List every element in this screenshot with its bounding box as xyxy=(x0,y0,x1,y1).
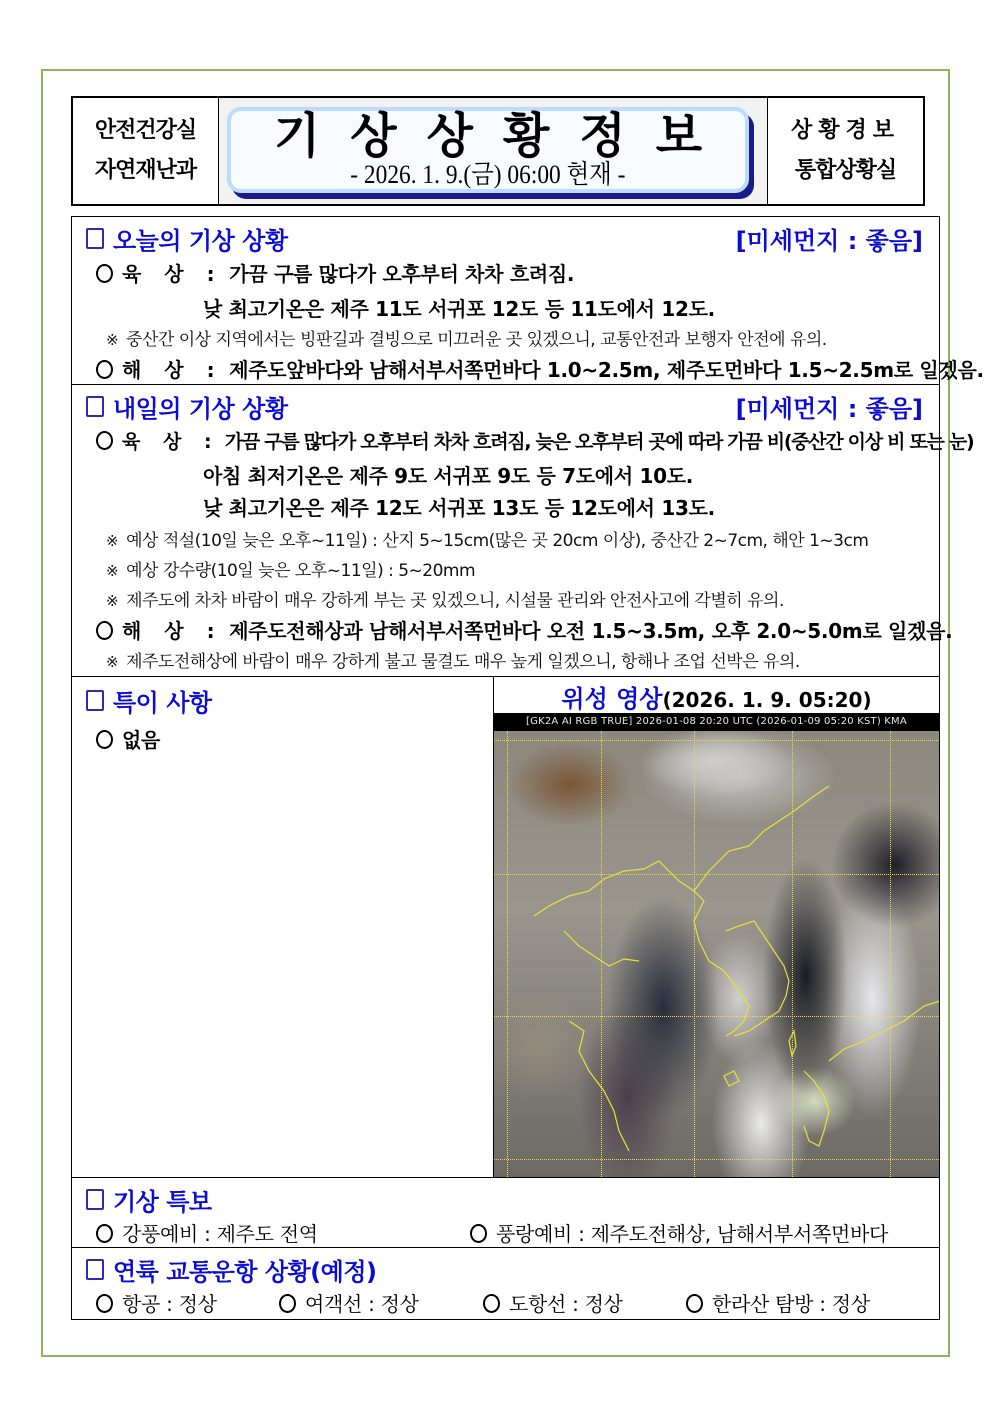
section-heading-warnings xyxy=(86,1182,212,1217)
fine-dust-status: [미세먼지 : 좋음] xyxy=(735,395,923,423)
tomorrow-sea-line xyxy=(96,615,952,644)
note-mark-icon: ※ xyxy=(106,592,119,610)
land-forecast: 가끔 구름 많다가 오후부터 차차 흐려짐. xyxy=(229,262,575,286)
note-mark-icon: ※ xyxy=(106,562,119,580)
transport-status: 항공 : 정상 xyxy=(122,1292,217,1316)
note-mark-icon: ※ xyxy=(106,532,119,550)
tomorrow-land-line3: 낮 최고기온은 제주 12도 서귀포 13도 등 12도에서 13도. xyxy=(203,496,715,520)
special-item-text: 없음 xyxy=(122,728,161,752)
satellite-cell xyxy=(493,677,939,1177)
situation-room-line2: 통합상황실 xyxy=(794,158,897,183)
section-special-and-satellite xyxy=(72,677,939,1178)
warning-item xyxy=(96,1218,318,1247)
circle-bullet-icon xyxy=(279,1294,296,1313)
tomorrow-note-rainfall xyxy=(106,556,475,581)
transport-item-hallasan xyxy=(686,1288,870,1317)
report-datetime: - 2026. 1. 9.(금) 06:00 현재 - xyxy=(350,160,626,189)
sea-forecast: 제주도전해상과 남해서부서쪽먼바다 오전 1.5~3.5m, 오후 2.0~5.0m로 일겠음. xyxy=(229,619,953,643)
circle-bullet-icon xyxy=(470,1224,487,1243)
sea-label: 해 상 : xyxy=(122,358,223,382)
square-checkbox-icon xyxy=(86,228,104,249)
circle-bullet-icon xyxy=(96,360,113,379)
section-transport xyxy=(72,1248,939,1321)
heading-text: 내일의 기상 상황 xyxy=(113,395,288,423)
transport-status: 도항선 : 정상 xyxy=(509,1292,623,1316)
square-checkbox-icon xyxy=(86,690,104,711)
department-name: 안전건강실 xyxy=(94,118,197,143)
satellite-image xyxy=(494,731,939,1177)
warning-text: 강풍예비 : 제주도 전역 xyxy=(122,1222,318,1246)
today-land-line2: 낮 최고기온은 제주 11도 서귀포 12도 등 11도에서 12도. xyxy=(203,297,715,321)
transport-item-ferry xyxy=(279,1288,419,1317)
heading-text: 기상 특보 xyxy=(113,1188,212,1216)
square-checkbox-icon xyxy=(86,1189,104,1210)
circle-bullet-icon xyxy=(96,264,113,283)
note-text: 제주도전해상에 바람이 매우 강하게 불고 물결도 매우 높게 일겠으니, 항해나 조업 선박은 유의. xyxy=(126,652,800,672)
tomorrow-note-snowfall xyxy=(106,526,868,551)
warning-item xyxy=(470,1218,888,1247)
document-header xyxy=(71,96,925,206)
situation-room-line1: 상황경보 xyxy=(790,118,900,143)
weather-report-table xyxy=(71,216,984,1320)
section-heading-transport xyxy=(86,1252,377,1287)
square-checkbox-icon xyxy=(86,1259,104,1280)
circle-bullet-icon xyxy=(96,730,113,749)
heading-text: 연륙 교통운항 상황(예정) xyxy=(113,1258,377,1286)
section-heading-tomorrow xyxy=(86,389,288,424)
title-box xyxy=(227,107,749,193)
note-text: 제주도에 차차 바람이 매우 강하게 부는 곳 있겠으니, 시설물 관리와 안전사고에 각별히 유의. xyxy=(126,591,784,611)
square-checkbox-icon xyxy=(86,396,104,417)
special-item xyxy=(96,724,160,753)
satellite-title-time: (2026. 1. 9. 05:20) xyxy=(662,688,872,712)
note-mark-icon: ※ xyxy=(106,653,119,671)
land-forecast: 가끔 구름 많다가 오후부터 차차 흐려짐, 늦은 오후부터 곳에 따라 가끔 비(중산간 이상 비 또는 눈) xyxy=(224,431,974,453)
section-heading-special xyxy=(86,683,212,718)
sea-forecast: 제주도앞바다와 남해서부서쪽먼바다 1.0~2.5m, 제주도먼바다 1.5~2.5m로 일겠음. xyxy=(229,358,984,382)
note-mark-icon: ※ xyxy=(106,331,119,349)
circle-bullet-icon xyxy=(483,1294,500,1313)
transport-status: 한라산 탐방 : 정상 xyxy=(712,1292,870,1316)
note-text: 중산간 이상 지역에서는 빙판길과 결빙으로 미끄러운 곳 있겠으니, 교통안전과 보행자 안전에 유의. xyxy=(126,330,827,350)
land-label: 육 상 : xyxy=(122,262,223,286)
circle-bullet-icon xyxy=(96,431,113,450)
tomorrow-land-line1 xyxy=(96,427,973,454)
issuing-department xyxy=(73,98,219,204)
circle-bullet-icon xyxy=(96,621,113,640)
transport-item-air xyxy=(96,1288,217,1317)
section-warnings xyxy=(72,1178,939,1248)
satellite-title xyxy=(494,679,939,714)
fine-dust-status: [미세먼지 : 좋음] xyxy=(735,227,923,255)
today-sea-line xyxy=(96,354,984,383)
division-name: 자연재난과 xyxy=(94,158,197,183)
today-land-line1 xyxy=(96,258,574,287)
section-tomorrow xyxy=(72,385,974,677)
transport-status: 여객선 : 정상 xyxy=(305,1292,419,1316)
today-note xyxy=(106,325,827,350)
circle-bullet-icon xyxy=(686,1294,703,1313)
note-text: 예상 강수량(10일 늦은 오후~11일) : 5~20mm xyxy=(126,561,476,581)
title-cell xyxy=(219,98,767,204)
warning-text: 풍랑예비 : 제주도전해상, 남해서부서쪽먼바다 xyxy=(496,1222,889,1246)
section-heading-today xyxy=(86,221,288,256)
note-text: 예상 적설(10일 늦은 오후~11일) : 산지 5~15cm(많은 곳 20cm 이상), 중산간 2~7cm, 해안 1~3cm xyxy=(126,531,869,551)
coastline-overlay xyxy=(494,731,939,1177)
tomorrow-note-sea xyxy=(106,647,800,672)
heading-text: 오늘의 기상 상황 xyxy=(113,227,288,255)
circle-bullet-icon xyxy=(96,1224,113,1243)
heading-text: 특이 사항 xyxy=(113,689,212,717)
tomorrow-land-line2: 아침 최저기온은 제주 9도 서귀포 9도 등 7도에서 10도. xyxy=(203,464,694,488)
transport-item-island-ferry xyxy=(483,1288,623,1317)
situation-room xyxy=(767,98,923,204)
document-title: 기상상황정보 xyxy=(273,108,733,164)
section-today xyxy=(72,217,984,385)
tomorrow-note-wind xyxy=(106,586,784,611)
sea-label: 해 상 : xyxy=(122,619,223,643)
satellite-caption: [GK2A AI RGB TRUE] 2026-01-08 20:20 UTC (2026-01-09 05:20 KST) KMA xyxy=(494,713,939,731)
satellite-title-label: 위성 영상 xyxy=(561,685,663,713)
land-label: 육 상 : xyxy=(122,431,220,453)
circle-bullet-icon xyxy=(96,1294,113,1313)
